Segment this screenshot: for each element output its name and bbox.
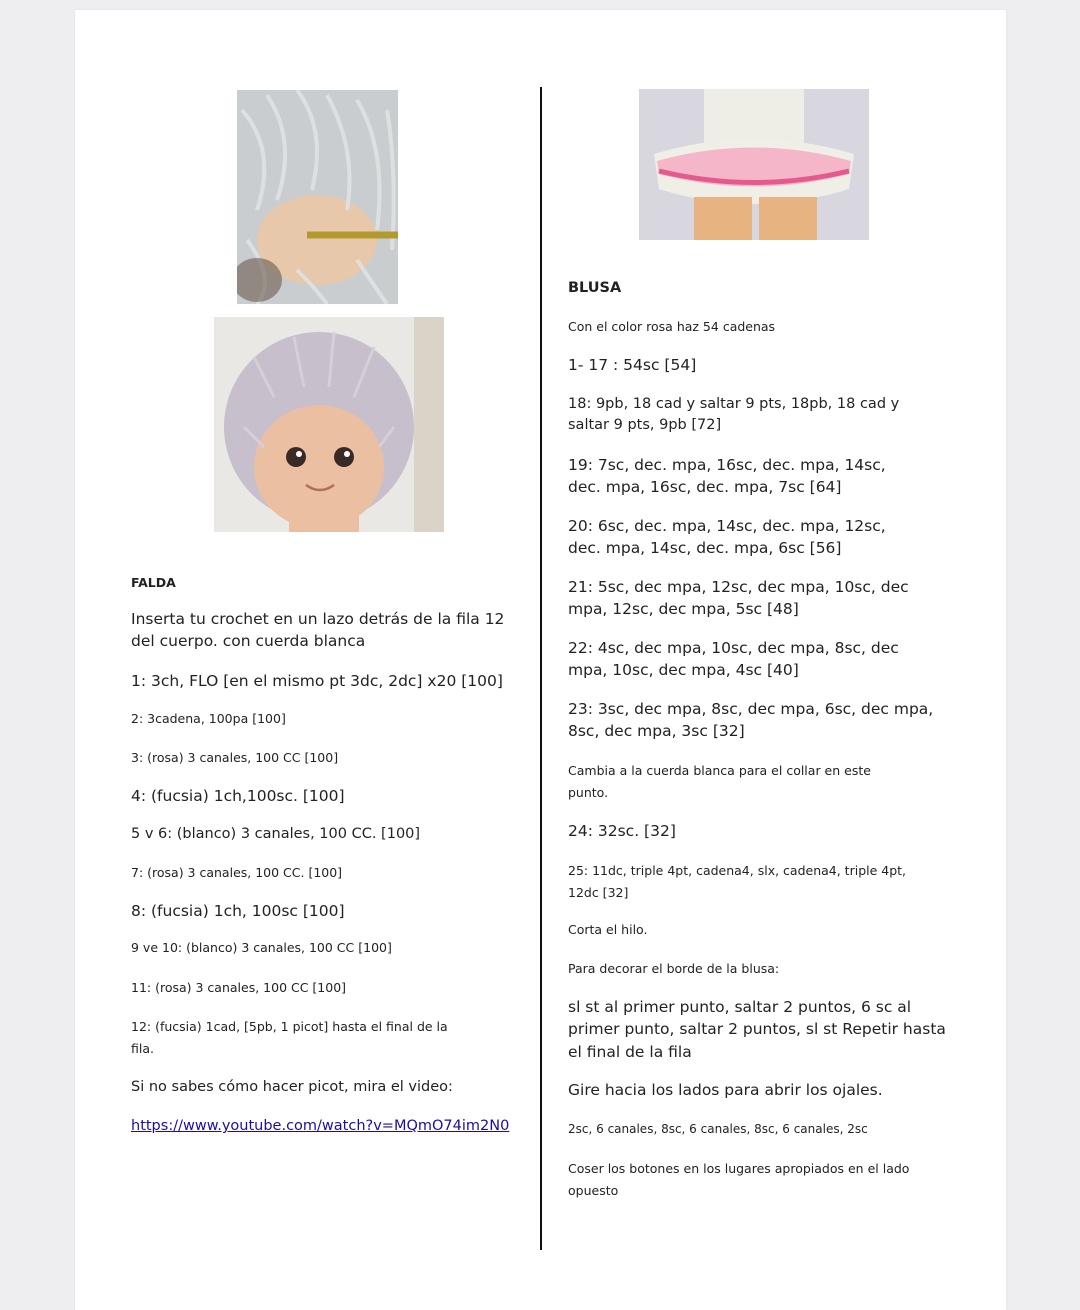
border-title: Para decorar el borde de la blusa:: [568, 961, 780, 976]
falda-intro: Inserta tu crochet en un lazo detrás de la fila 12 del cuerpo. con cuerda blanca: [131, 610, 505, 651]
blusa-row-22: 22: 4sc, dec mpa, 10sc, dec mpa, 8sc, dec mpa, 10sc, dec mpa, 4sc [40]: [568, 639, 899, 680]
falda-row-3: 3: (rosa) 3 canales, 100 CC [100]: [131, 750, 339, 765]
border-instructions: sl st al primer punto, saltar 2 puntos, 6 sc al primer punto, saltar 2 puntos, sl st Repetir hasta el final de la fila: [568, 998, 946, 1061]
doll-with-hair-photo: [214, 317, 444, 532]
skirt-photo: [639, 89, 869, 240]
falda-row-2: 2: 3cadena, 100pa [100]: [131, 711, 286, 726]
blusa-row-18: 18: 9pb, 18 cad y saltar 9 pts, 18pb, 18 cad y saltar 9 pts, 9pb [72]: [568, 396, 900, 434]
blusa-intro: Con el color rosa haz 54 cadenas: [568, 319, 776, 334]
video-link[interactable]: https://www.youtube.com/watch?v=MQmO74im2N0: [131, 1118, 510, 1134]
falda-row-4: 4: (fucsia) 1ch,100sc. [100]: [131, 787, 345, 805]
blusa-heading: BLUSA: [568, 280, 622, 296]
video-note: Si no sabes cómo hacer picot, mira el video:: [131, 1079, 453, 1095]
blusa-row-23: 23: 3sc, dec mpa, 8sc, dec mpa, 6sc, dec mpa, 8sc, dec mpa, 3sc [32]: [568, 700, 934, 741]
falda-row-9-10: 9 ve 10: (blanco) 3 canales, 100 CC [100]: [131, 940, 392, 955]
blusa-row-25: 25: 11dc, triple 4pt, cadena4, slx, cadena4, triple 4pt, 12dc [32]: [568, 863, 907, 900]
blusa-row-20: 20: 6sc, dec. mpa, 14sc, dec. mpa, 12sc, dec. mpa, 14sc, dec. mpa, 6sc [56]: [568, 517, 886, 558]
blusa-row-1-17: 1- 17 : 54sc [54]: [568, 356, 697, 374]
falda-row-11: 11: (rosa) 3 canales, 100 CC [100]: [131, 980, 347, 995]
falda-row-1: 1: 3ch, FLO [en el mismo pt 3dc, 2dc] x20 [100]: [131, 672, 503, 690]
document-page: [75, 10, 1006, 1310]
sew-buttons-note: Coser los botones en los lugares apropiados en el lado opuesto: [568, 1161, 910, 1198]
blusa-row-19: 19: 7sc, dec. mpa, 16sc, dec. mpa, 14sc, dec. mpa, 16sc, dec. mpa, 7sc [64]: [568, 456, 886, 497]
cut-note: Corta el hilo.: [568, 922, 648, 937]
falda-row-5-6: 5 v 6: (blanco) 3 canales, 100 CC. [100]: [131, 826, 421, 842]
falda-row-8: 8: (fucsia) 1ch, 100sc [100]: [131, 902, 345, 920]
blusa-row-24: 24: 32sc. [32]: [568, 822, 676, 840]
turn-note: Gire hacia los lados para abrir los ojales.: [568, 1081, 883, 1099]
collar-note: Cambia a la cuerda blanca para el collar en este punto.: [568, 763, 871, 800]
hair-attaching-photo: [237, 90, 398, 304]
falda-row-12: 12: (fucsia) 1cad, [5pb, 1 picot] hasta el final de la fila.: [131, 1019, 448, 1056]
falda-row-7: 7: (rosa) 3 canales, 100 CC. [100]: [131, 865, 343, 880]
blusa-row-21: 21: 5sc, dec mpa, 12sc, dec mpa, 10sc, dec mpa, 12sc, dec mpa, 5sc [48]: [568, 578, 909, 619]
falda-heading: FALDA: [131, 575, 176, 590]
buttonholes-row: 2sc, 6 canales, 8sc, 6 canales, 8sc, 6 canales, 2sc: [568, 1122, 868, 1136]
column-divider: [540, 87, 542, 1250]
